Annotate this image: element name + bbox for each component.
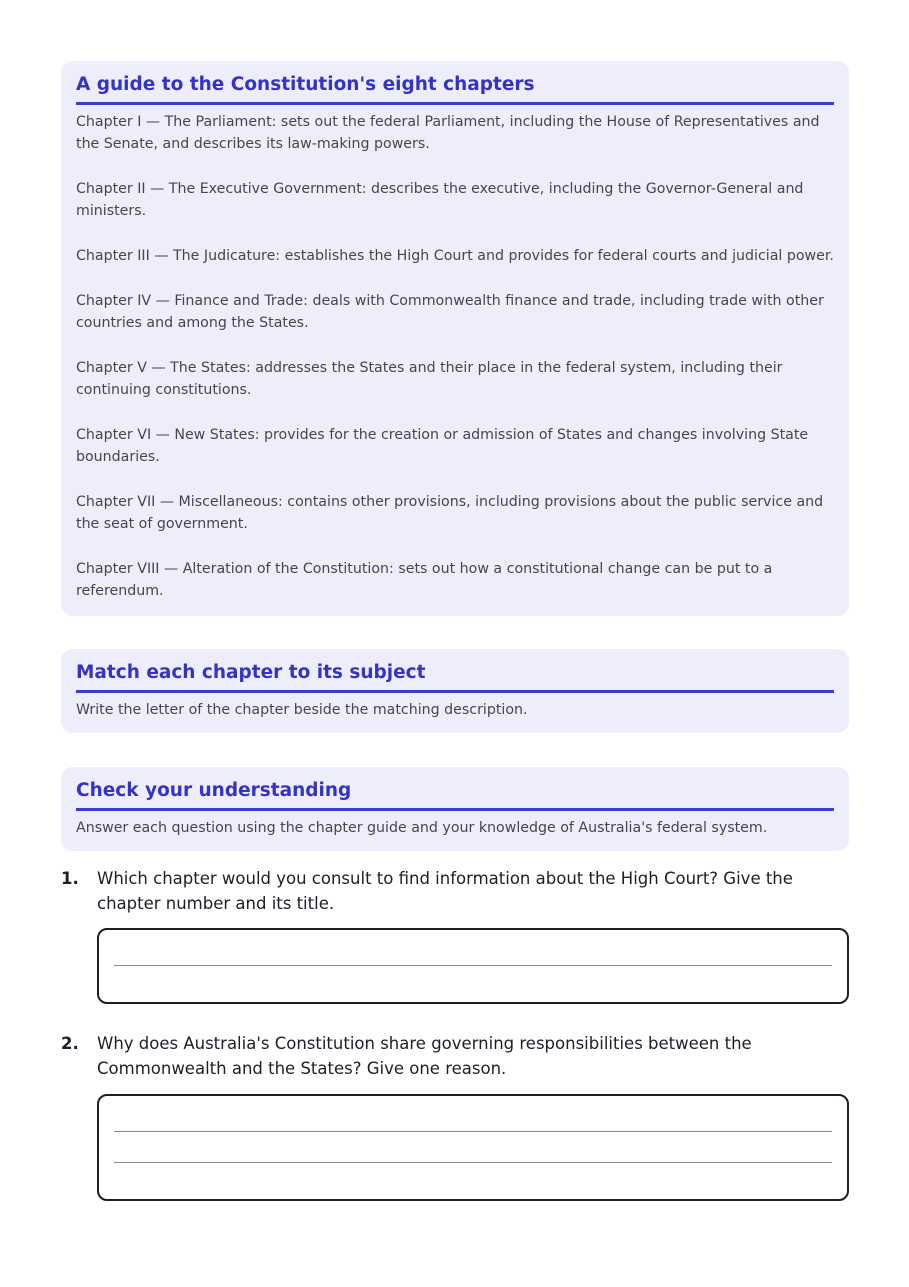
match-activity-panel (61, 649, 849, 733)
chapter-guide-title: A guide to the Constitution's eight chapters (76, 72, 834, 105)
question-number: 2. (61, 1034, 79, 1053)
chapter-item: Chapter VI — New States: provides for the creation or admission of States and changes involving State boundaries. (76, 427, 809, 465)
chapter-item: Chapter III — The Judicature: establishes the High Court and provides for federal courts and judicial power. (76, 248, 834, 264)
question-text: Which chapter would you consult to find information about the High Court? Give the chapter number and its title. (97, 869, 793, 913)
check-understanding-panel (61, 767, 849, 851)
chapter-item: Chapter I — The Parliament: sets out the federal Parliament, including the House of Representatives and the Senate, and describes its law-making powers. (76, 114, 820, 152)
question-number: 1. (61, 869, 79, 888)
match-activity-instruction: Write the letter of the chapter beside the matching description. (76, 702, 528, 718)
chapter-item: Chapter II — The Executive Government: describes the executive, including the Governor-General and ministers. (76, 181, 804, 219)
question-1 (61, 866, 851, 1006)
chapter-guide-panel (61, 61, 849, 616)
answer-line (114, 1162, 832, 1163)
chapter-item: Chapter VII — Miscellaneous: contains other provisions, including provisions about the public service and the seat of government. (76, 494, 824, 532)
answer-box-2[interactable] (97, 1094, 849, 1201)
chapter-item: Chapter IV — Finance and Trade: deals with Commonwealth finance and trade, including trade with other countries and among the States. (76, 293, 824, 331)
check-understanding-title: Check your understanding (76, 778, 834, 811)
question-2 (61, 1031, 851, 1203)
question-text: Why does Australia's Constitution share governing responsibilities between the Commonwealth and the States? Give one reason. (97, 1034, 752, 1078)
answer-box-1[interactable] (97, 928, 849, 1004)
chapter-item: Chapter V — The States: addresses the States and their place in the federal system, including their continuing constitutions. (76, 360, 783, 398)
answer-line (114, 965, 832, 966)
answer-line (114, 1131, 832, 1132)
match-activity-title: Match each chapter to its subject (76, 660, 834, 693)
chapter-item: Chapter VIII — Alteration of the Constitution: sets out how a constitutional change can be put to a referendum. (76, 561, 773, 599)
chapter-list (76, 111, 834, 602)
check-understanding-instruction: Answer each question using the chapter guide and your knowledge of Australia's federal system. (76, 820, 768, 836)
